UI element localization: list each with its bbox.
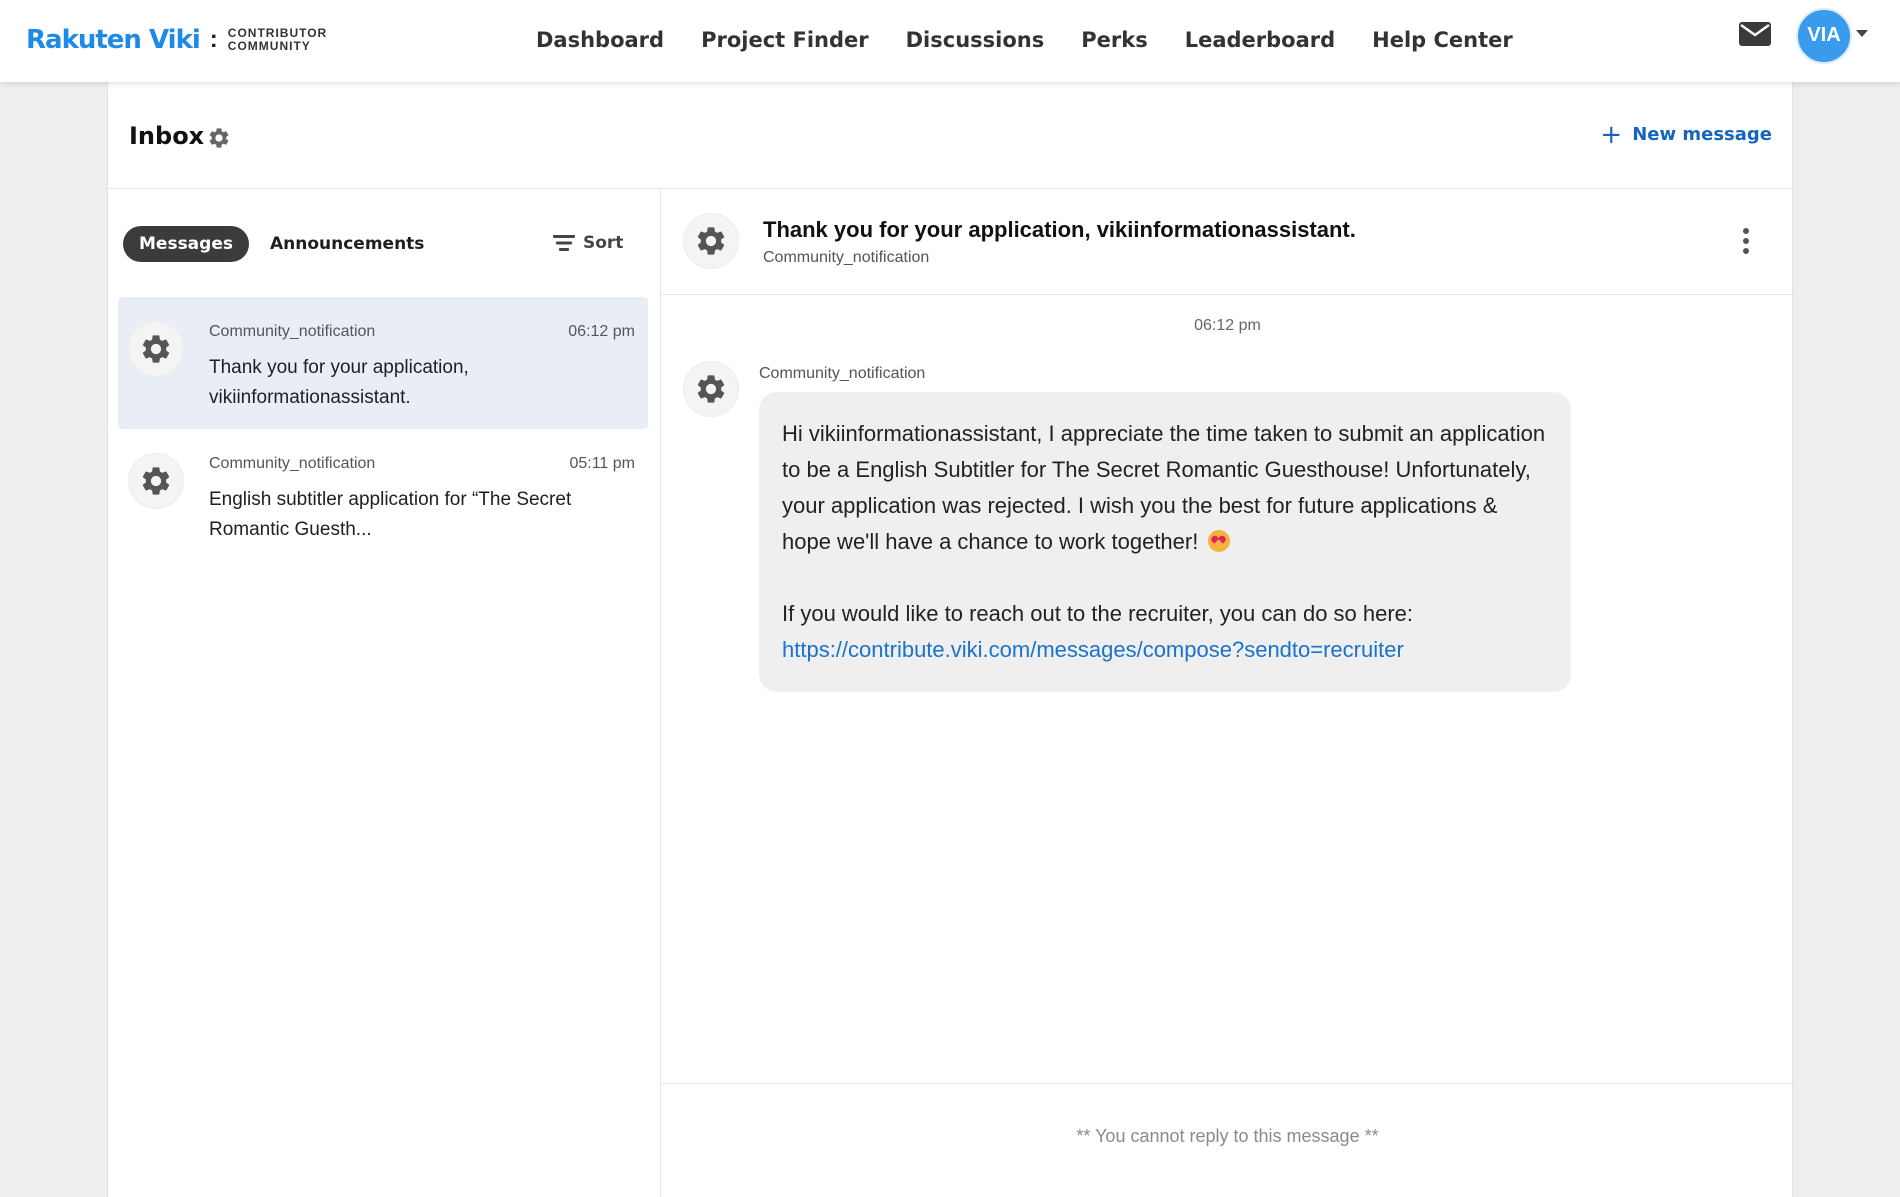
message-timestamp: 06:12 pm — [1194, 317, 1261, 334]
message-time: 06:12 pm — [568, 323, 635, 340]
new-message-label: New message — [1632, 124, 1772, 145]
conversation-pane — [661, 189, 1794, 1197]
mail-icon[interactable] — [1738, 20, 1772, 48]
chevron-down-icon[interactable] — [1856, 30, 1868, 37]
message-list-pane — [108, 189, 661, 1197]
conversation-sender: Community_notification — [763, 249, 930, 266]
sort-label: Sort — [583, 233, 624, 253]
gear-icon — [694, 372, 728, 406]
new-message-button[interactable] — [1600, 119, 1772, 150]
tab-announcements[interactable]: Announcements — [269, 234, 425, 254]
message-bubble — [759, 392, 1571, 692]
list-item[interactable] — [118, 429, 648, 561]
logo-separator: : — [209, 26, 218, 53]
conversation-title: Thank you for your application, vikiinformationassistant. — [763, 217, 1356, 242]
top-navigation — [0, 0, 1900, 82]
heart-eyes-emoji-icon — [1208, 530, 1230, 552]
sender-avatar — [128, 321, 184, 377]
gear-icon — [139, 332, 173, 366]
gear-icon — [139, 464, 173, 498]
logo-subtitle — [228, 27, 327, 53]
inbox-card — [107, 82, 1793, 1197]
user-avatar[interactable]: VIA — [1796, 8, 1852, 64]
message-body-2 — [782, 596, 1547, 668]
plus-icon: + — [1600, 119, 1623, 150]
gear-icon — [694, 224, 728, 258]
sender-avatar — [683, 361, 739, 417]
main-nav — [536, 20, 1550, 60]
message-preview: Thank you for your application, vikiinformationassistant. — [209, 357, 469, 408]
list-item[interactable] — [118, 297, 648, 429]
nav-project-finder[interactable]: Project Finder — [701, 28, 869, 52]
recruiter-link[interactable]: https://contribute.viki.com/messages/compose?sendto=recruiter — [782, 637, 1404, 662]
reply-disabled-note: ** You cannot reply to this message ** — [1076, 1126, 1379, 1146]
gear-icon[interactable] — [207, 126, 231, 150]
logo-wordmark: Rakuten Viki — [26, 25, 200, 55]
nav-discussions[interactable]: Discussions — [905, 28, 1045, 52]
nav-dashboard[interactable]: Dashboard — [536, 28, 665, 52]
message-body-text-2: If you would like to reach out to the recruiter, you can do so here: — [782, 601, 1414, 626]
message-preview: English subtitler application for “The Secret Romantic Guesth... — [209, 489, 572, 540]
logo-subtitle-line2: COMMUNITY — [227, 39, 311, 53]
brand-logo[interactable] — [26, 16, 327, 64]
sort-icon — [553, 234, 575, 252]
message-sender: Community_notification — [209, 455, 376, 472]
nav-leaderboard[interactable]: Leaderboard — [1184, 28, 1336, 52]
reply-bar — [661, 1083, 1794, 1197]
nav-help-center[interactable]: Help Center — [1372, 28, 1513, 52]
inbox-tabs — [123, 225, 424, 263]
sender-avatar — [128, 453, 184, 509]
sort-button[interactable] — [553, 233, 623, 253]
message-sender: Community_notification — [209, 323, 376, 340]
conversation-header — [661, 189, 1794, 295]
inbox-header — [108, 82, 1792, 189]
message-sender: Community_notification — [759, 365, 926, 382]
tab-messages[interactable]: Messages — [123, 226, 249, 262]
message-body — [782, 416, 1547, 560]
logo-subtitle-line1: CONTRIBUTOR — [227, 26, 328, 40]
nav-perks[interactable]: Perks — [1081, 28, 1148, 52]
more-options-icon[interactable] — [1742, 227, 1750, 255]
message-body-text: Hi vikiinformationassistant, I appreciate the time taken to submit an application to be a English Subtitler for The Secret Romantic Guesthouse! Unfortunately, your application was rejected. I wish you the best for future applications & hope we'll have a chance to work together! — [782, 421, 1546, 554]
message-time: 05:11 pm — [569, 455, 635, 472]
sender-avatar — [683, 213, 739, 269]
page-title: Inbox — [129, 122, 205, 150]
